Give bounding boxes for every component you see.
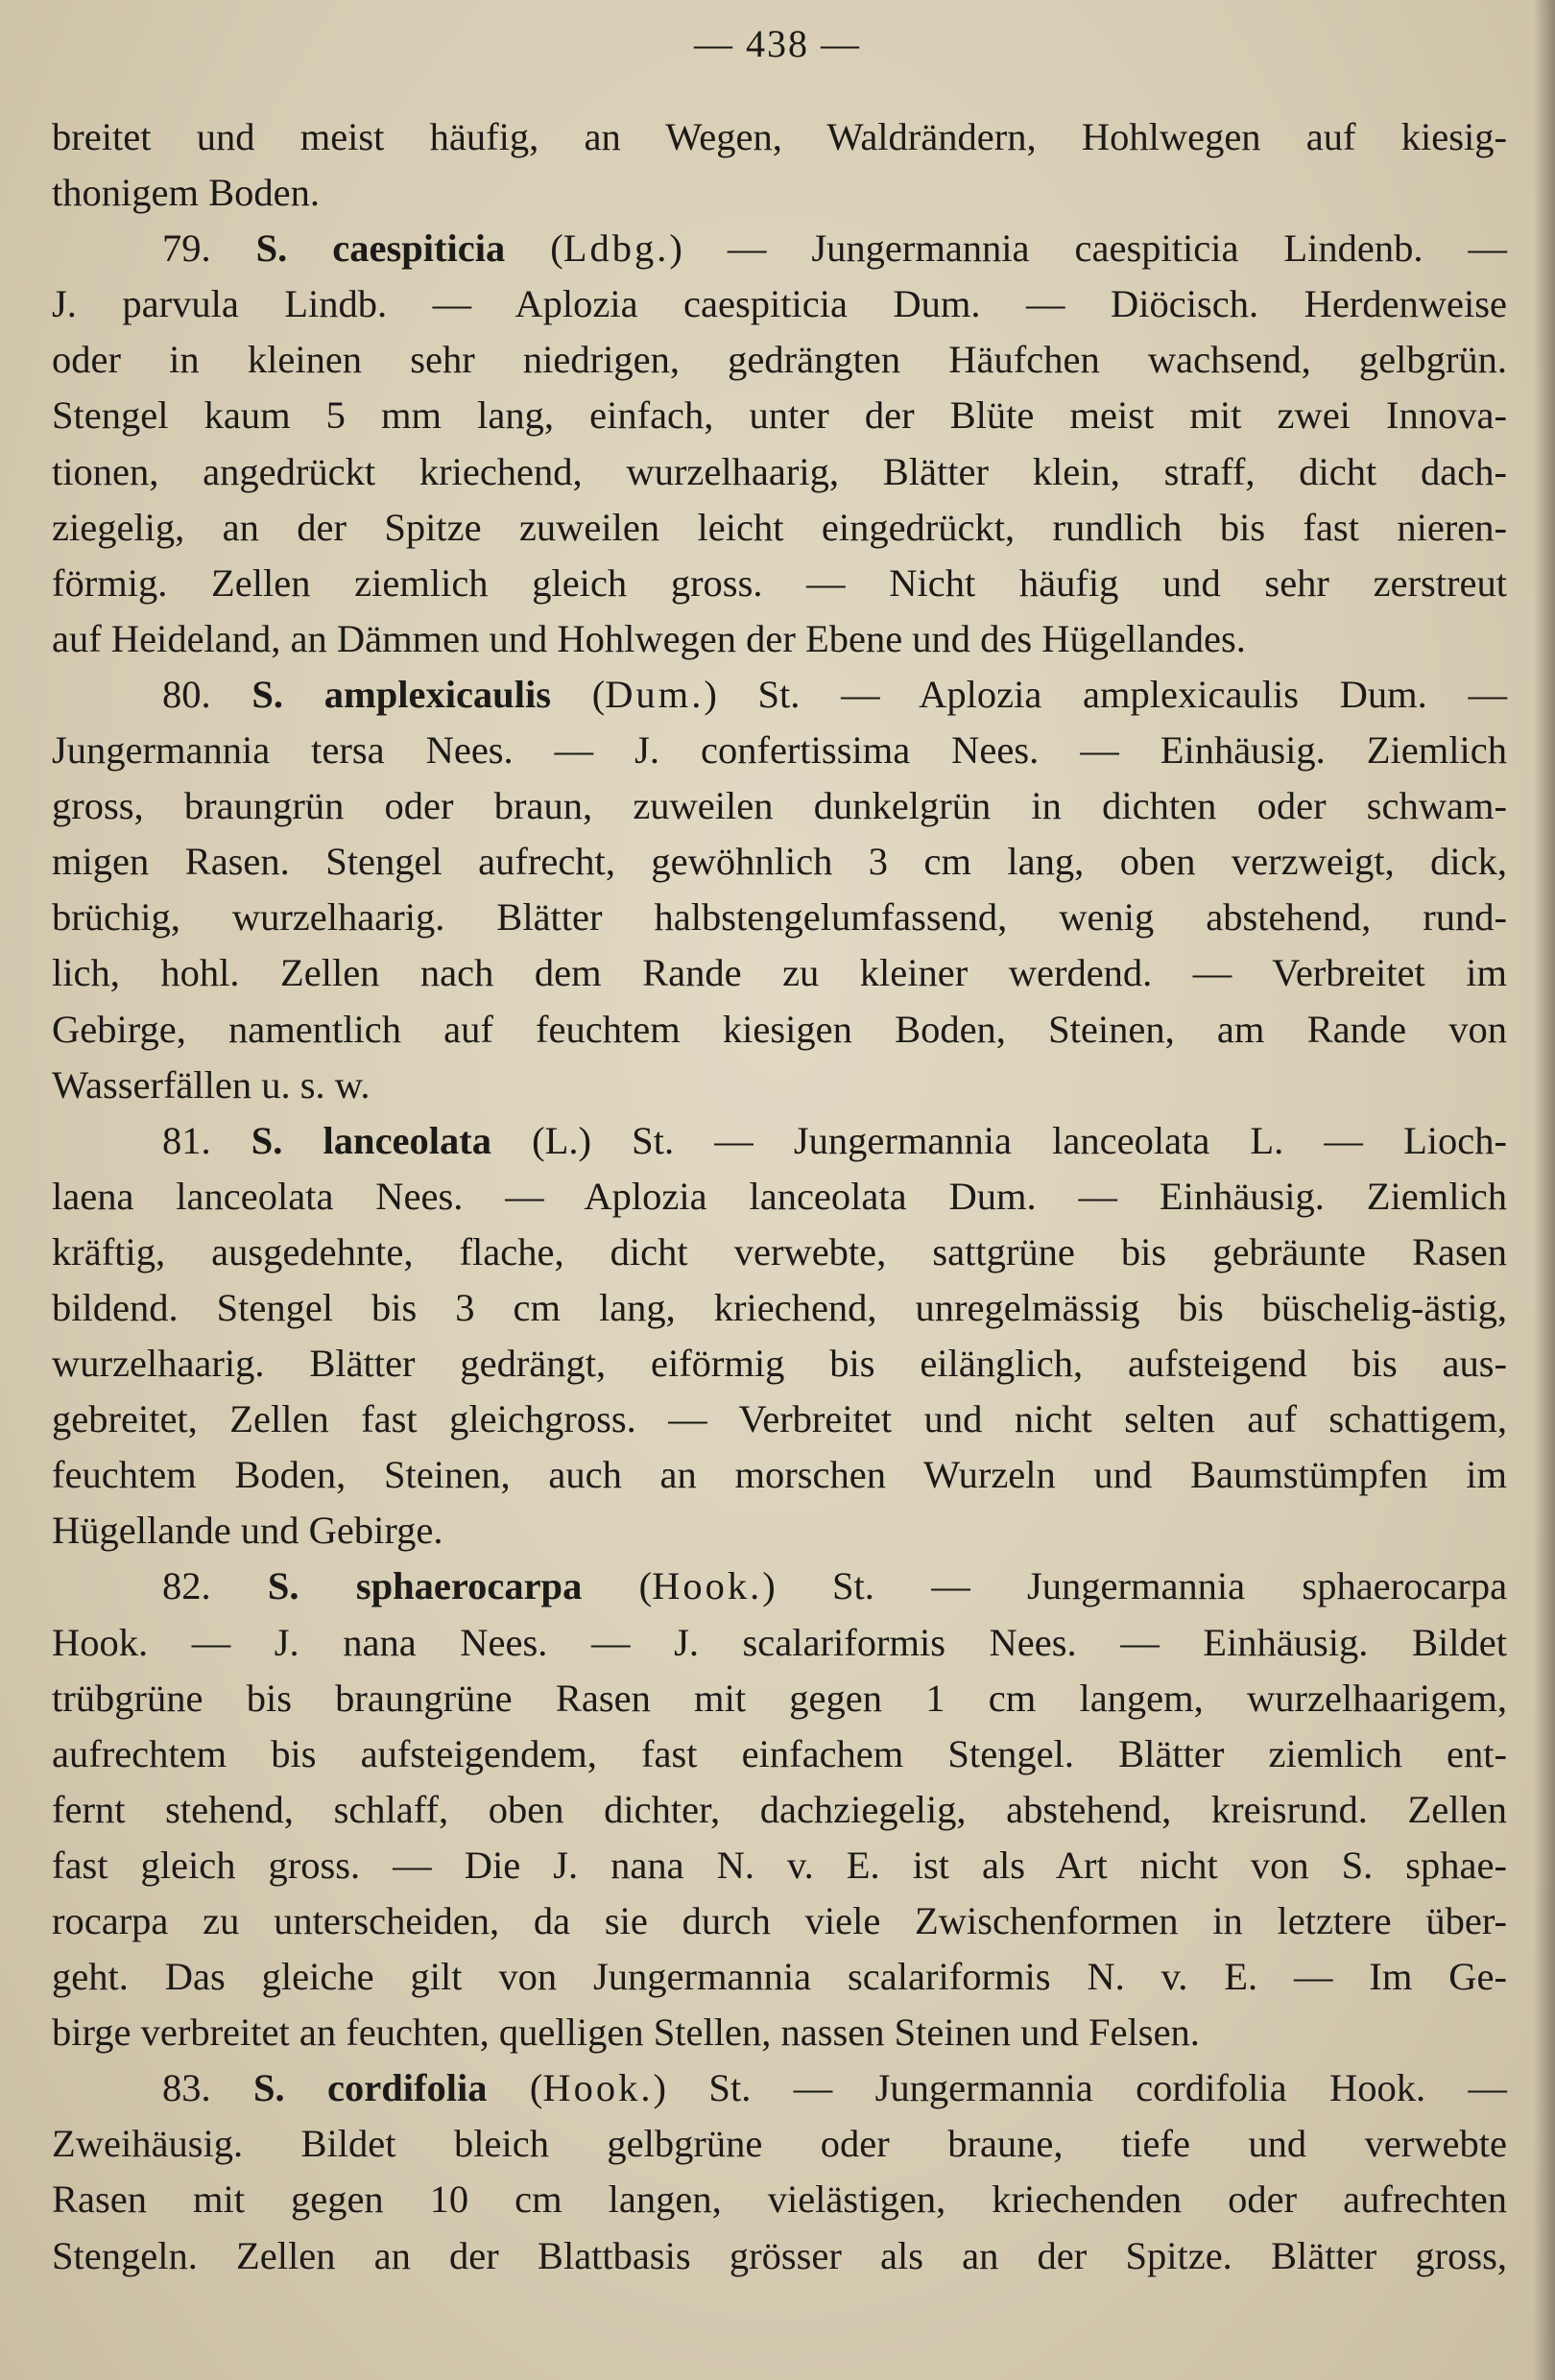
entry-80-heading [52,667,1507,723]
text-line: fernt stehend, schlaff, oben dichter, dachziegelig, abstehend, kreisrund. Zellen [52,1787,1507,1831]
author-open: ( [550,226,563,271]
entry-81-heading [52,1113,1507,1169]
text-line: Stengeln. Zellen an der Blattbasis grösser als an der Spitze. Blätter gross, [52,2233,1507,2277]
text-line: migen Rasen. Stengel aufrecht, gewöhnlich 3 cm lang, oben verzweigt, dick, [52,840,1507,884]
author-close: ) [669,226,682,271]
species-name: S. sphaerocarpa [267,1564,583,1608]
text-line: Jungermannia tersa Nees. — J. confertissima Nees. — Einhäusig. Ziemlich [52,728,1507,773]
text-line: Zweihäusig. Bildet bleich gelbgrüne oder braune, tiefe und verwebte [52,2122,1507,2166]
author-open: ( [638,1564,653,1608]
synonym-text: — Jungermannia cordifolia Hook. — [793,2066,1508,2110]
text-line: Wasserfällen u. s. w. [52,1062,371,1107]
synonym-text: — Jungermannia lanceolata L. — Lioch- [714,1118,1508,1162]
species-name: S. cordifolia [253,2066,488,2110]
entry-number: 82. [162,1564,211,1608]
synonym-text: — Jungermannia sphaerocarpa [931,1564,1508,1608]
species-name: S. amplexicaulis [251,672,551,716]
author-abbrev: L. [544,1118,579,1162]
body-text [52,109,1507,2284]
author-open: ( [591,672,606,716]
text-line: brüchig, wurzelhaarig. Blätter halbstengelumfassend, wenig abstehend, rund- [52,895,1507,940]
text-line: oder in kleinen sehr niedrigen, gedrängten Häufchen wachsend, gelbgrün. [52,338,1507,382]
text-line: Hook. — J. nana Nees. — J. scalariformis Nees. — Einhäusig. Bildet [52,1620,1507,1664]
text-line: Gebirge, namentlich auf feuchtem kiesigen Boden, Steinen, am Rande von [52,1007,1507,1051]
text-line: aufrechtem bis aufsteigendem, fast einfachem Stengel. Blätter ziemlich ent- [52,1731,1507,1775]
author-close: ) St. [762,1564,874,1608]
author-abbrev: Hook. [542,2066,654,2110]
text-line: trübgrüne bis braungrüne Rasen mit gegen 1 cm langem, wurzelhaarigem, [52,1676,1507,1720]
entry-number: 79. [162,226,211,271]
text-line: gebreitet, Zellen fast gleichgross. — Verbreitet und nicht selten auf schattigem, [52,1397,1507,1441]
text-line: J. parvula Lindb. — Aplozia caespiticia Dum. — Diöcisch. Herdenweise [52,282,1507,326]
text-line: birge verbreitet an feuchten, quelligen Stellen, nassen Steinen und Felsen. [52,2011,1200,2055]
entry-83-heading [52,2060,1507,2116]
text-line: fast gleich gross. — Die J. nana N. v. E. ist als Art nicht von S. sphae- [52,1843,1507,1887]
text-line: laena lanceolata Nees. — Aplozia lanceolata Dum. — Einhäusig. Ziemlich [52,1174,1507,1218]
author-abbrev: Hook. [652,1564,763,1608]
text-line: ziegelig, an der Spitze zuweilen leicht eingedrückt, rundlich bis fast nieren- [52,505,1507,549]
species-name: S. lanceolata [251,1118,492,1162]
entry-number: 80. [162,672,211,716]
text-line: geht. Das gleiche gilt von Jungermannia scalariformis N. v. E. — Im Ge- [52,1955,1507,1999]
text-line: rocarpa zu unterscheiden, da sie durch viele Zwischenformen in letztere über- [52,1899,1507,1942]
entry-number: 83. [162,2066,211,2110]
text-line: kräftig, ausgedehnte, flache, dicht verwebte, sattgrüne bis gebräunte Rasen [52,1229,1507,1273]
author-close: ) St. [704,672,801,716]
text-line: gross, braungrün oder braun, zuweilen dunkelgrün in dichten oder schwam- [52,784,1507,828]
text-line: bildend. Stengel bis 3 cm lang, kriechend, unregelmässig bis büschelig-ästig, [52,1285,1507,1329]
text-line: feuchtem Boden, Steinen, auch an morschen Wurzeln und Baumstümpfen im [52,1453,1507,1497]
text-line: förmig. Zellen ziemlich gleich gross. — Nicht häufig und sehr zerstreut [52,560,1507,605]
entry-82-heading [52,1559,1507,1614]
text-line: tionen, angedrückt kriechend, wurzelhaarig, Blätter klein, straff, dicht dach- [52,449,1507,493]
text-line: thonigem Boden. [52,171,320,215]
text-line: Hügellande und Gebirge. [52,1509,443,1553]
author-open: ( [532,1118,545,1162]
text-line: breitet und meist häufig, an Wegen, Waldrändern, Hohlwegen auf kiesig- [52,115,1507,158]
page-number: — 438 — [694,22,861,65]
entry-number: 81. [162,1118,211,1162]
text-line: lich, hohl. Zellen nach dem Rande zu kleiner werdend. — Verbreitet im [52,951,1507,995]
author-abbrev: Dum. [605,672,705,716]
species-name: S. caespiticia [255,226,506,271]
synonym-text: — Aplozia amplexicaulis Dum. — [841,672,1508,716]
text-line: wurzelhaarig. Blätter gedrängt, eiförmig bis eilänglich, aufsteigend bis aus- [52,1342,1507,1386]
text-line: Stengel kaum 5 mm lang, einfach, unter der Blüte meist mit zwei Innova- [52,393,1507,438]
text-line: auf Heideland, an Dämmen und Hohlwegen der Ebene und des Hügellandes. [52,616,1246,660]
entry-79-heading [52,221,1507,276]
author-close: ) St. [653,2066,752,2110]
author-open: ( [529,2066,543,2110]
author-abbrev: Ldbg. [562,226,670,271]
page-edge-shadow [1534,0,1555,2380]
text-line: Rasen mit gegen 10 cm langen, vielästigen, kriechenden oder aufrechten [52,2178,1507,2222]
author-close: ) St. [578,1118,675,1162]
synonym-text: — Jungermannia caespiticia Lindenb. — [727,226,1508,271]
